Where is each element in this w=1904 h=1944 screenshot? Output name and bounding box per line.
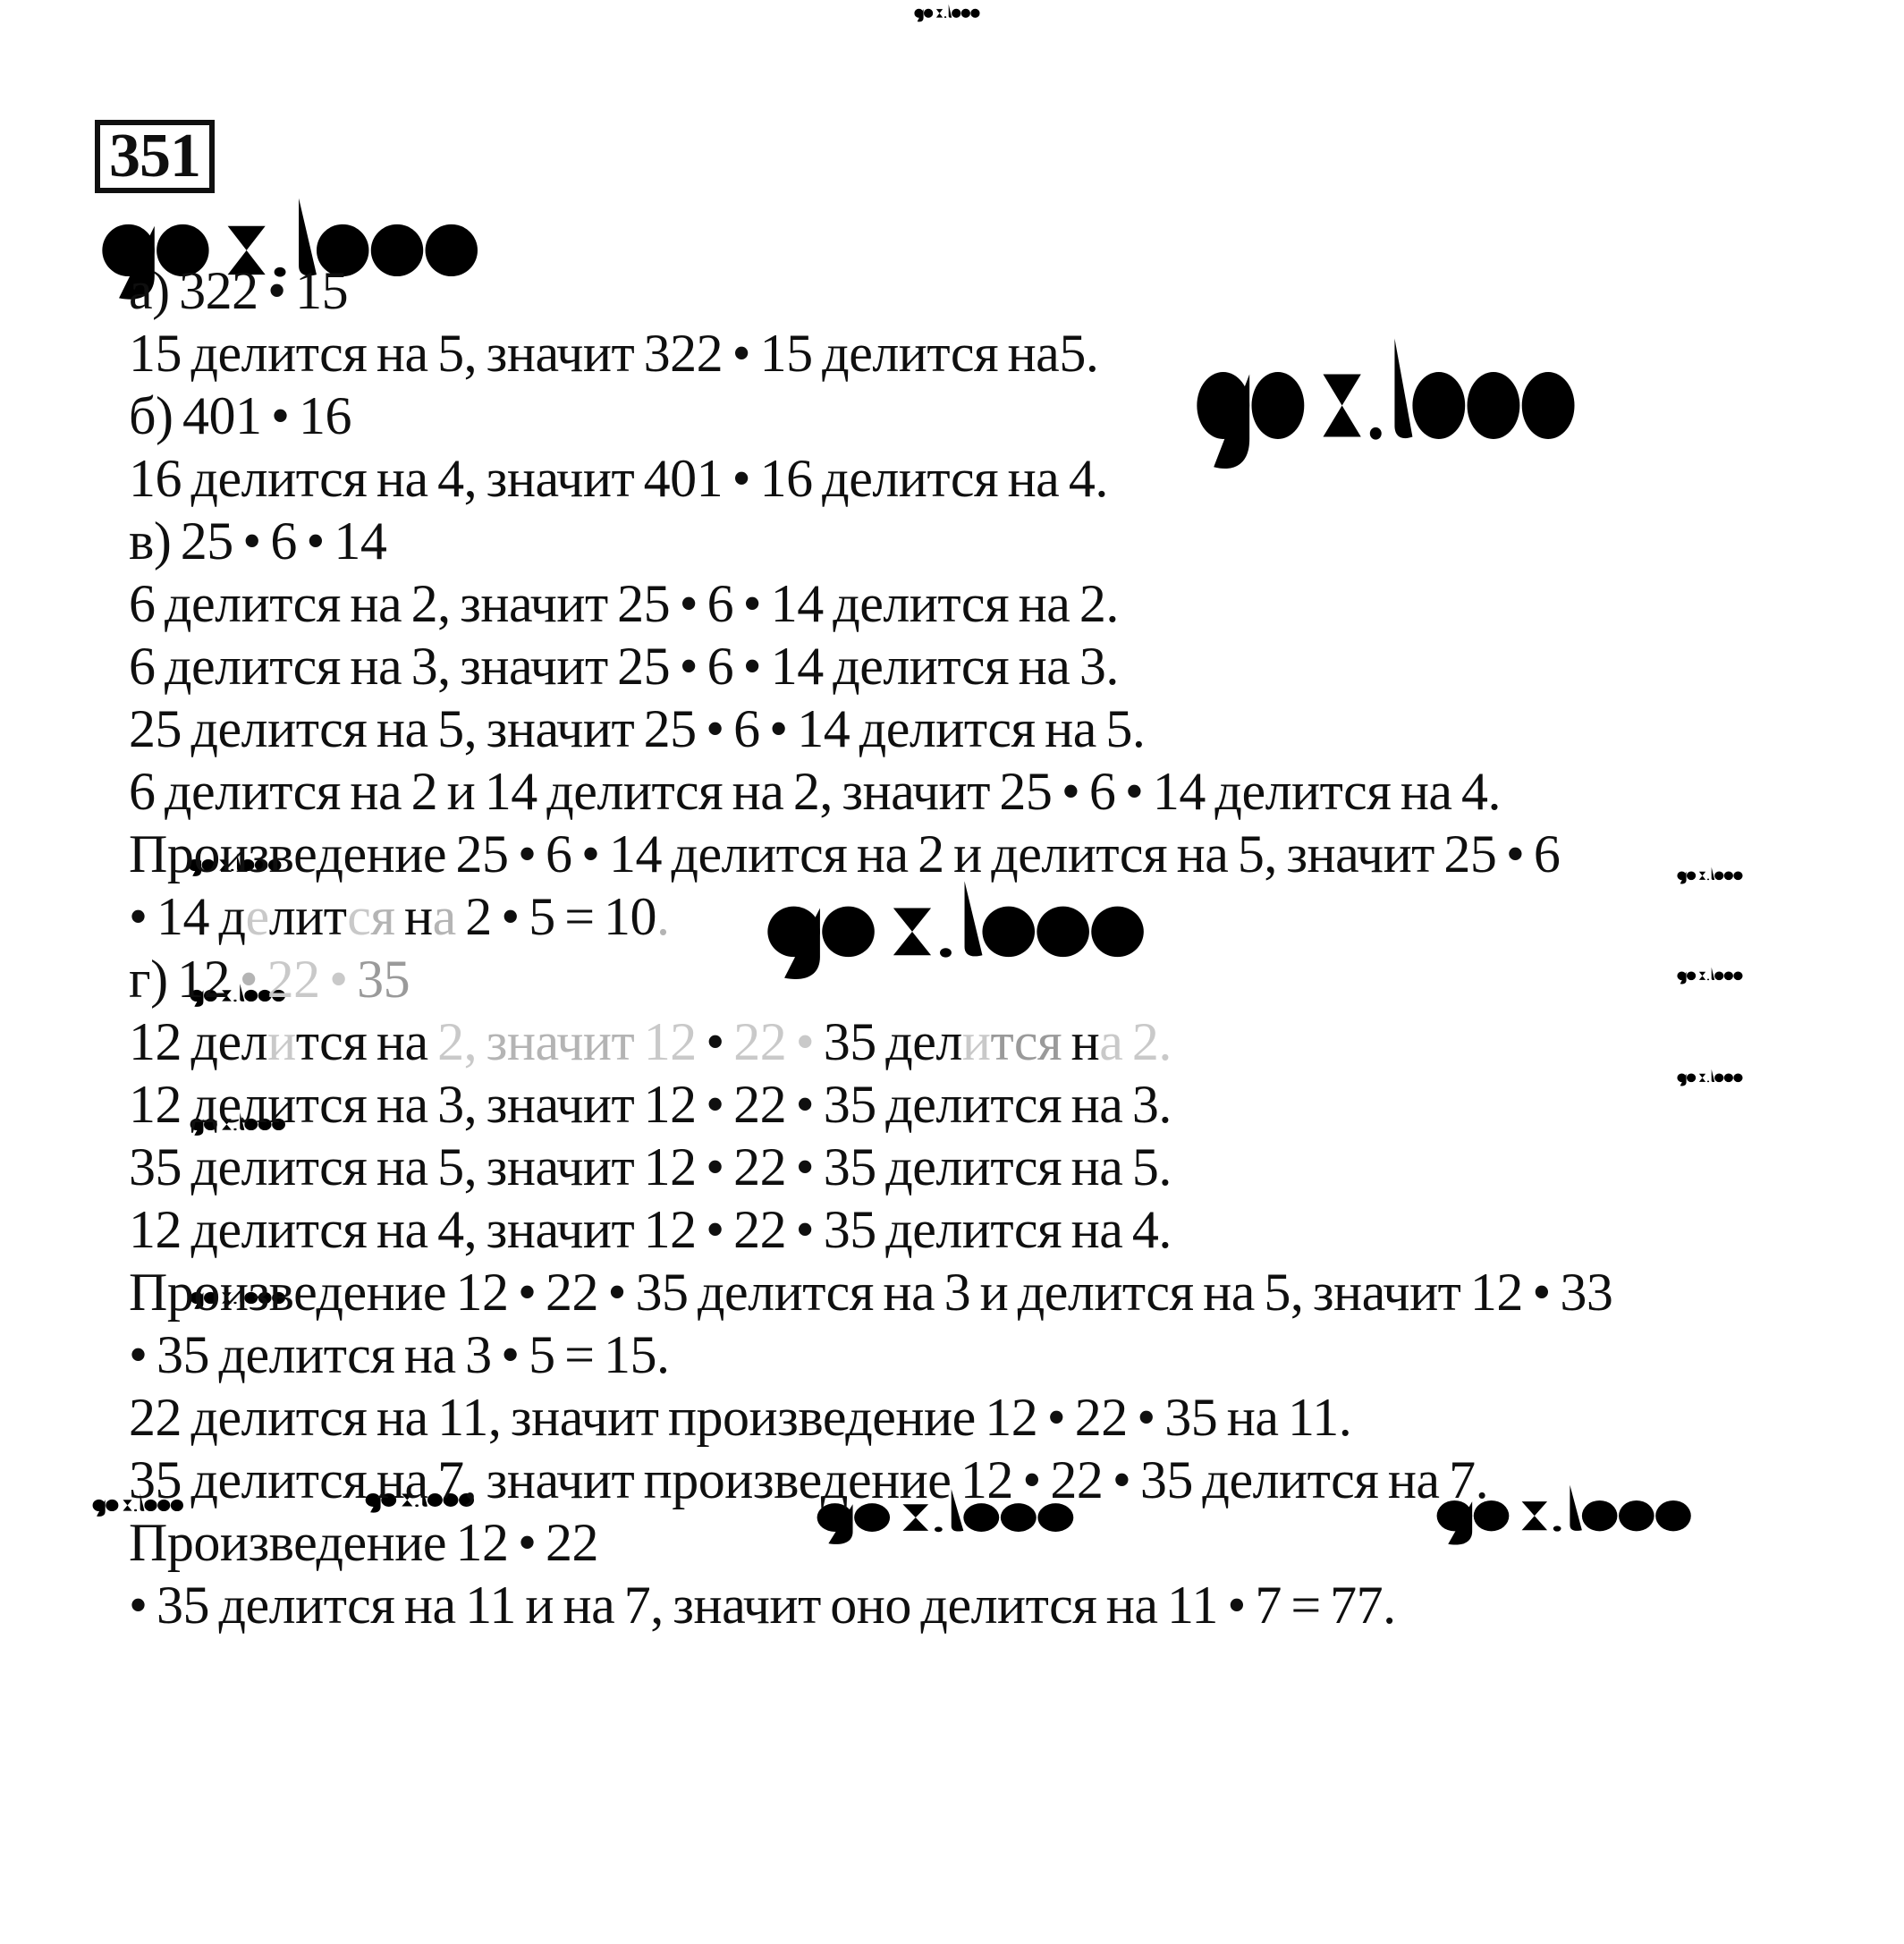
solution-text-segment: зна <box>477 1012 557 1071</box>
solution-line <box>129 510 1904 572</box>
solution-text-segment: в) 25 • 6 • 14 <box>129 511 387 571</box>
solution-text-segment: Произведение 12 • 22 <box>129 1513 598 1572</box>
solution-text-segment: тся <box>990 1012 1062 1071</box>
solution-text-segment: 22 делится на 11, значит произведение 12 • 22 • 35 на 11. <box>129 1388 1352 1447</box>
solution-text-segment: н <box>1062 1012 1100 1071</box>
solution-text-segment: • <box>696 1012 734 1071</box>
solution-text-segment: а <box>1099 1012 1123 1071</box>
solution-line <box>129 1136 1904 1198</box>
solution-text-segment: 12 дел <box>129 1012 268 1071</box>
solution-line <box>129 1198 1904 1261</box>
solution-text-segment: 12 <box>643 1012 697 1071</box>
solution-line <box>129 1073 1904 1136</box>
solution-line <box>129 697 1904 760</box>
solution-line <box>129 1574 1904 1636</box>
solution-line <box>129 1323 1904 1386</box>
solution-line <box>129 385 1904 447</box>
solution-text-segment: 22 <box>733 1012 787 1071</box>
solution-text-segment: • 35 делится на 3 • 5 = 15. <box>129 1325 670 1384</box>
solution-text-segment: • <box>319 950 358 1009</box>
solution-line <box>129 1010 1904 1073</box>
solution-line <box>129 823 1904 885</box>
problem-number-badge <box>95 120 215 193</box>
solution-line <box>129 885 1904 948</box>
solution-line <box>129 572 1904 635</box>
solution-text-segment: 35 делится на 7, значит произведение 12 • 22 • 35 делится на 7. <box>129 1450 1489 1509</box>
solution-line <box>129 635 1904 697</box>
solution-text-segment: 12 делится на 4, значит 12 • 22 • 35 делится на 4. <box>129 1200 1172 1259</box>
solution-text-segment: б) 401 • 16 <box>129 386 352 445</box>
solution-text <box>129 259 1904 1636</box>
solution-text-segment: а <box>432 887 456 946</box>
solution-text-segment: 12 делится на 3, значит 12 • 22 • 35 делится на 3. <box>129 1075 1172 1134</box>
solution-text-segment: 2. <box>1122 1012 1172 1071</box>
solution-text-segment: дел <box>885 1012 962 1071</box>
solution-text-segment: и <box>961 1012 991 1071</box>
solution-text-segment: • <box>786 1012 824 1071</box>
solution-text-segment: • 14 д <box>129 887 246 946</box>
gdz-watermark-top-icon <box>914 3 993 23</box>
solution-text-segment: лит <box>268 887 348 946</box>
solution-text-segment: г) 12 <box>129 950 240 1009</box>
solution-text-segment: Произведение 12 • 22 • 35 делится на 3 и делится на 5, значит 12 • 33 <box>129 1263 1613 1322</box>
solution-text-segment: е <box>245 887 269 946</box>
solution-text-segment: 35 <box>823 1012 886 1071</box>
problem-number: 351 <box>109 122 200 190</box>
solution-line <box>129 447 1904 510</box>
solution-line <box>129 1511 1904 1574</box>
solution-text-segment: Произведение 25 • 6 • 14 делится на 2 и делится на 5, значит 25 • 6 <box>129 824 1561 883</box>
solution-line <box>129 1449 1904 1511</box>
solution-text-segment: • <box>239 950 267 1009</box>
solution-text-segment: 35 <box>357 950 410 1009</box>
solution-line <box>129 322 1904 385</box>
solution-text-segment: 16 делится на 4, значит 401 • 16 делится на 4. <box>129 449 1108 508</box>
solution-text-segment: я <box>370 887 395 946</box>
solution-text-segment: 2 • 5 = 10 <box>455 887 657 946</box>
solution-text-segment: 22 <box>267 950 320 1009</box>
solution-line <box>129 1386 1904 1449</box>
solution-text-segment: 6 делится на 2, значит 25 • 6 • 14 делится на 2. <box>129 574 1119 633</box>
solution-text-segment: 6 делится на 3, значит 25 • 6 • 14 делится на 3. <box>129 637 1119 696</box>
solution-text-segment: 35 делится на 5, значит 12 • 22 • 35 делится на 5. <box>129 1137 1172 1196</box>
solution-line <box>129 760 1904 823</box>
solution-text-segment: . <box>656 887 670 946</box>
solution-text-segment: н <box>394 887 433 946</box>
solution-text-segment: чит <box>556 1012 644 1071</box>
solution-line <box>129 1261 1904 1323</box>
solution-text-segment: 15 делится на 5, значит 322 • 15 делится на5. <box>129 324 1099 383</box>
solution-text-segment: • 35 делится на 11 и на 7, значит оно делится на 11 • 7 = 77. <box>129 1576 1396 1635</box>
solution-text-segment: тся на <box>295 1012 438 1071</box>
solution-text-segment: 2, <box>437 1012 478 1071</box>
solution-text-segment: с <box>347 887 371 946</box>
solution-line <box>129 259 1904 322</box>
solution-line <box>129 948 1904 1010</box>
solution-text-segment: 6 делится на 2 и 14 делится на 2, значит 25 • 6 • 14 делится на 4. <box>129 762 1502 821</box>
solution-text-segment: и <box>267 1012 296 1071</box>
solution-text-segment: 25 делится на 5, значит 25 • 6 • 14 делится на 5. <box>129 699 1146 758</box>
solution-text-segment: а) 322 • 15 <box>129 261 349 320</box>
